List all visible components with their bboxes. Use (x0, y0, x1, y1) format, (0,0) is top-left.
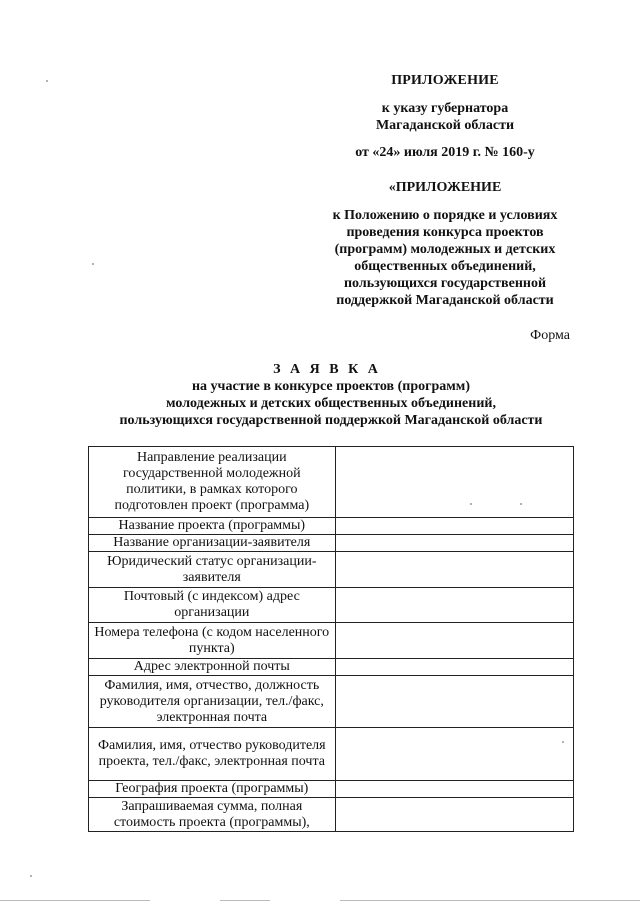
scan-speck (520, 503, 522, 505)
row-label-requested-amount: Запрашиваемая сумма, полная стоимость проекта (программы), (89, 798, 336, 832)
table-row (89, 676, 574, 728)
appendix-to-line: к указу губернатора (381, 101, 509, 116)
subtitle-line: пользующихся государственной поддержкой Магаданской области (119, 413, 543, 428)
regulation-line: проведения конкурса проектов (346, 225, 544, 240)
table-row (89, 781, 574, 798)
row-value-geography[interactable] (335, 781, 573, 798)
scan-speck (470, 503, 472, 505)
row-value-organization-name[interactable] (335, 535, 573, 552)
row-label-geography: География проекта (программы) (89, 781, 336, 798)
application-subtitle (0, 378, 640, 429)
page-bottom-edge (0, 900, 640, 901)
table-row (89, 535, 574, 552)
table-row (89, 728, 574, 781)
table-row (89, 659, 574, 676)
row-label-organization-head: Фамилия, имя, отчество, должность руководителя организации, тел./факс, электронная почта (89, 676, 336, 728)
row-value-phone[interactable] (335, 623, 573, 659)
row-value-project-head[interactable] (335, 728, 573, 781)
scan-speck (92, 263, 94, 265)
table-row (89, 623, 574, 659)
decree-date: от «24» июля 2019 г. № 160-у (355, 145, 535, 160)
table-row (89, 552, 574, 588)
appendix-to-decree (300, 100, 590, 134)
row-value-requested-amount[interactable] (335, 798, 573, 832)
row-value-postal-address[interactable] (335, 588, 573, 623)
row-value-project-name[interactable] (335, 518, 573, 535)
regulation-line: поддержкой Магаданской области (336, 293, 554, 308)
table-row (89, 447, 574, 518)
scan-speck (562, 741, 564, 743)
regulation-line: (программ) молодежных и детских (334, 242, 556, 257)
row-label-organization-name: Название организации-заявителя (89, 535, 336, 552)
regulation-line: пользующихся государственной (343, 276, 547, 291)
row-label-project-head: Фамилия, имя, отчество руководителя проекта, тел./факс, электронная почта (89, 728, 336, 781)
row-label-postal-address: Почтовый (с индексом) адрес организации (89, 588, 336, 623)
row-value-direction[interactable] (335, 447, 573, 518)
table-row (89, 798, 574, 832)
row-label-direction: Направление реализации государственной молодежной политики, в рамках которого подготовлен проект (программа) (89, 447, 336, 518)
appendix-title: ПРИЛОЖЕНИЕ (391, 73, 499, 88)
application-title: З А Я В К А (273, 362, 381, 377)
scan-speck (46, 80, 48, 82)
appendix-to-line: Магаданской области (375, 118, 515, 133)
subtitle-line: молодежных и детских общественных объединений, (166, 396, 496, 411)
regulation-reference (300, 207, 590, 309)
subtitle-line: на участие в конкурсе проектов (программ) (191, 379, 471, 394)
application-form-table (88, 446, 574, 832)
row-label-legal-status: Юридический статус организации-заявителя (89, 552, 336, 588)
table-row (89, 518, 574, 535)
form-label: Форма (530, 328, 570, 343)
row-value-legal-status[interactable] (335, 552, 573, 588)
row-label-project-name: Название проекта (программы) (89, 518, 336, 535)
table-row (89, 588, 574, 623)
row-label-email: Адрес электронной почты (89, 659, 336, 676)
regulation-appendix-title: «ПРИЛОЖЕНИЕ (388, 180, 502, 195)
row-label-phone: Номера телефона (с кодом населенного пункта) (89, 623, 336, 659)
regulation-line: к Положению о порядке и условиях (332, 208, 558, 223)
row-value-organization-head[interactable] (335, 676, 573, 728)
row-value-email[interactable] (335, 659, 573, 676)
regulation-line: общественных объединений, (354, 259, 536, 274)
scan-speck (30, 875, 32, 877)
